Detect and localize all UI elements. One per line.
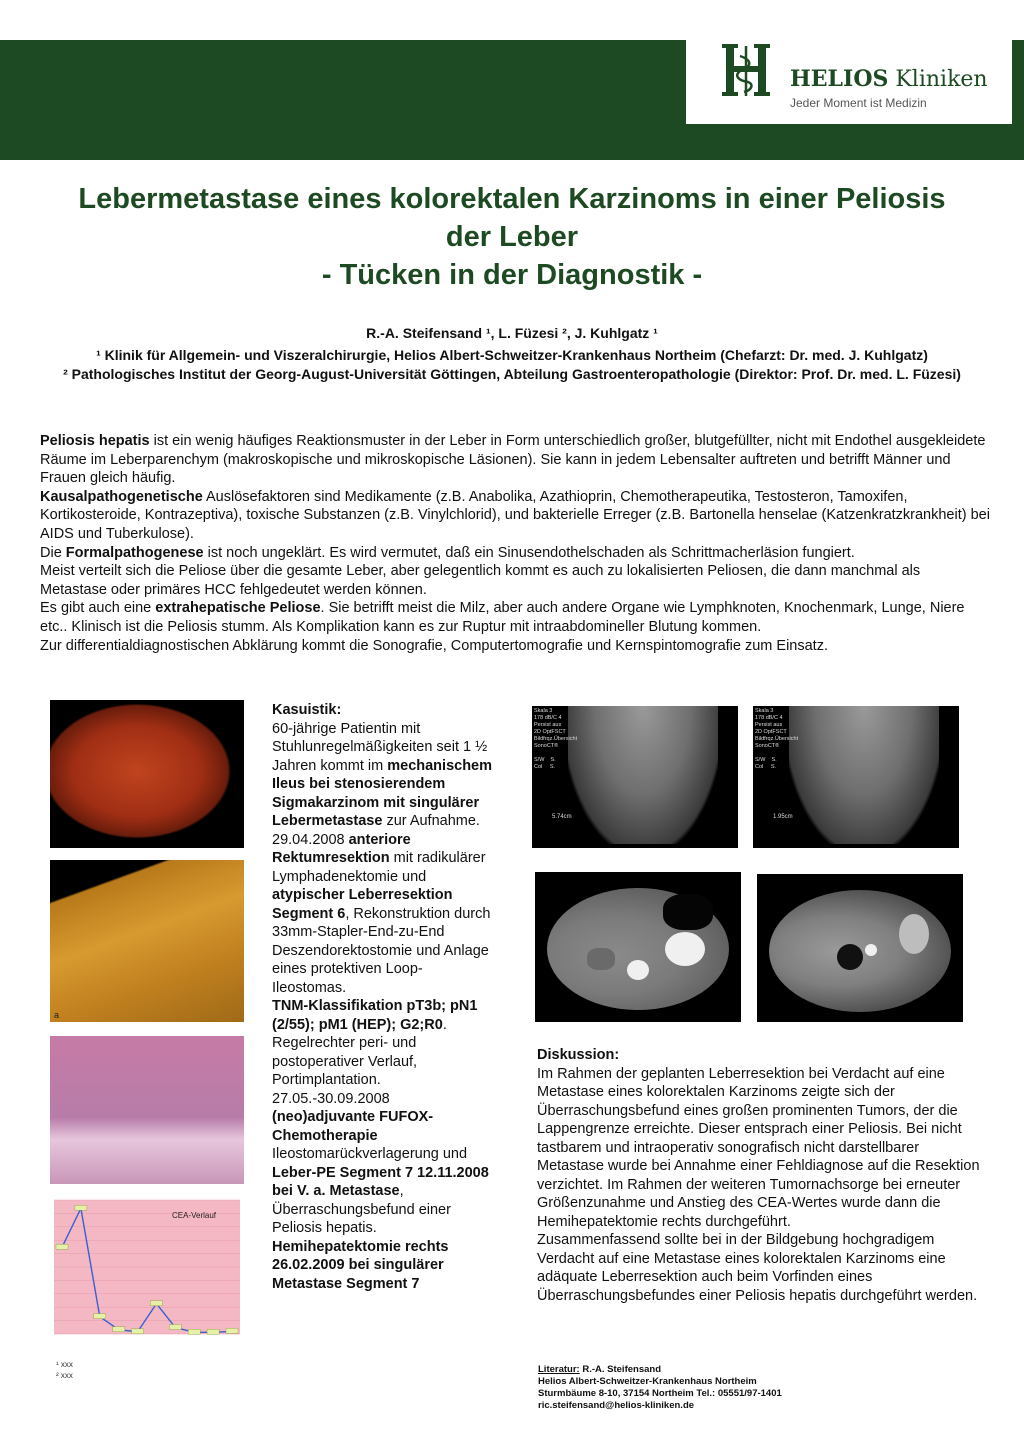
mri-aorta <box>865 944 877 956</box>
ultrasound-fan <box>568 706 718 844</box>
literatur-email: ric.steifensand@helios-kliniken.de <box>538 1400 695 1411</box>
chart-data-point <box>113 1327 125 1332</box>
ultrasound-image-2 <box>753 706 959 848</box>
title-line-2: der Leber <box>445 221 579 253</box>
intro-text <box>40 432 990 655</box>
diskussion-text <box>537 1046 982 1305</box>
kasuistik-text <box>272 701 492 1293</box>
ct-contrast-stomach <box>665 932 705 966</box>
diskussion-heading: Diskussion: <box>537 1047 620 1063</box>
ultrasound-fan <box>789 706 939 844</box>
ultrasound-measurement: 5.74cm <box>552 814 572 820</box>
liver-specimen-photo <box>50 700 244 848</box>
mri-spleen <box>899 914 929 954</box>
chart-data-point <box>207 1329 219 1334</box>
chart-data-point <box>188 1329 200 1334</box>
ct-liver-lesion <box>587 948 615 970</box>
ct-vertebra <box>627 960 649 980</box>
kasuistik-paragraph-2: 29.04.2008 anteriore Rektumresektion mit radikulärer Lymphadenektomie und atypischer Leberresektion Segment 6, Rekonstruktion durch 33mm-Stapler-End-zu-End Deszendorektostomie und Anlage eines protektiven Loop-Ileostomas. <box>272 831 491 996</box>
literatur-line-3: Sturmbäume 8-10, 37154 Northeim Tel.: 05551/97-1401 <box>538 1388 782 1399</box>
helios-logo-icon <box>722 42 782 98</box>
ct-stomach-air <box>663 894 713 930</box>
chart-title: CEA-Verlauf <box>172 1211 217 1220</box>
literatur-line-1: Literatur: R.-A. Steifensand <box>538 1364 661 1375</box>
title-line-3: - Tücken in der Diagnostik - <box>321 259 703 291</box>
gross-section-photo <box>50 860 244 1022</box>
kasuistik-paragraph-5: Hemihepatektomie rechts 26.02.2009 bei singulärer Metastase Segment 7 <box>272 1238 449 1292</box>
affiliation-2: ² Pathologisches Institut der Georg-August-Universität Göttingen, Abteilung Gastroenteropathologie (Direktor: Prof. Dr. med. L. Füzesi) <box>63 366 961 382</box>
chart-data-point <box>56 1244 68 1249</box>
affiliation-1: ¹ Klinik für Allgemein- und Viszeralchirurgie, Helios Albert-Schweitzer-Krankenhaus Northeim (Chefarzt: Dr. med. J. Kuhlgatz) <box>96 347 928 363</box>
intro-paragraph-5: Es gibt auch eine extrahepatische Peliose. Sie betrifft meist die Milz, aber auch andere Organe wie Lymphknoten, Knochenmark, Lunge, Niere etc.. Klinisch ist die Peliosis stumm. Als Komplikation kann es zur Ruptur mit intraabdomineller Blutung kommen. <box>40 600 965 635</box>
logo-name: HELIOS Kliniken <box>790 66 988 92</box>
intro-paragraph-4: Meist verteilt sich die Peliose über die gesamte Leber, aber gelegentlich kommt es auch zu lokalisierten Peliosen, die dann manchmal als Metastase oder primäres HCC fehlgedeutet werden können. <box>40 563 921 598</box>
ultrasound-image-1 <box>532 706 738 848</box>
chart-data-point <box>226 1328 238 1333</box>
footnote-1: ¹ xxx <box>56 1360 73 1369</box>
footnote-2: ² xxx <box>56 1371 73 1380</box>
intro-paragraph-3: Die Formalpathogenese ist noch ungeklärt. Es wird vermutet, daß ein Sinusendothelschaden als Schrittmacherläsion fungiert. <box>40 544 855 561</box>
chart-data-point <box>94 1314 106 1319</box>
literatur-contact <box>538 1364 978 1412</box>
histology-photo <box>50 1036 244 1184</box>
ultrasound-overlay-text: Skala 3 178 dB/C 4 Persist aus 2D OptFSCT Bildfrqz.Übersicht SonoCT® S/W S. Col S. <box>534 708 578 770</box>
chart-data-point <box>169 1325 181 1330</box>
ultrasound-overlay-text: Skala 3 178 dB/C 4 Persist aus 2D OptFSCT Bildfrqz.Übersicht SonoCT® S/W S. Col S. <box>755 708 799 770</box>
logo-tagline: Jeder Moment ist Medizin <box>790 96 927 110</box>
cea-chart <box>50 1196 244 1342</box>
intro-paragraph-2: Kausalpathogenetische Auslösefaktoren sind Medikamente (z.B. Anabolika, Azathioprin, Chemotherapeutika, Testosteron, Tamoxifen, Kortikosteroide, Kontrazeptiva), toxische Substanzen (z.B. Vinylchlorid), und bakterielle Erreger (z.B. Bartonella henselae (Katzenkratzkrankheit) bei AIDS und Tuberkulose). <box>40 488 990 542</box>
kasuistik-paragraph-4: 27.05.-30.09.2008 (neo)adjuvante FUFOX-Chemotherapie Ileostomarückverlagerung und Leber-PE Segment 7 12.11.2008 bei V. a. Metastase, Überraschungsbefund einer Peliosis hepatis. <box>272 1090 489 1236</box>
title-line-1: Lebermetastase eines kolorektalen Karzinoms in einer Peliosis <box>78 183 946 215</box>
literatur-line-2: Helios Albert-Schweitzer-Krankenhaus Northeim <box>538 1376 757 1387</box>
chart-data-point <box>75 1205 87 1210</box>
gross-section-label: a <box>54 1010 60 1020</box>
chart-data-point <box>150 1301 162 1306</box>
diskussion-paragraph-1: Im Rahmen der geplanten Leberresektion bei Verdacht auf eine Metastase eines kolorektalen Karzinoms zeigte sich der Überraschungsbefund eines großen prominenten Tumors, der die Lappengrenze erreichte. Dieser entsprach einer Peliosis. Bei nicht tastbarem und intraoperativ sonografisch nicht darstellbarer Metastase wurde bei Annahme einer Fehldiagnose auf die Resektion verzichtet. Im Rahmen der weiteren Tumornachsorge bei erneuter Größenzunahme und Anstieg des CEA-Wertes wurde dann die Hemihepatektomie rechts durchgeführt. <box>537 1065 980 1230</box>
ultrasound-measurement: 1.95cm <box>773 814 793 820</box>
kasuistik-paragraph-1: 60-jährige Patientin mit Stuhlunregelmäßigkeiten seit 1 ½ Jahren kommt im mechanischem Ileus bei stenosierendem Sigmakarzinom mit singulärer Lebermetastase zur Aufnahme. <box>272 720 493 829</box>
intro-paragraph-1: Peliosis hepatis ist ein wenig häufiges Reaktionsmuster in der Leber in Form unterschiedlich großer, blutgefüllter, nicht mit Endothel ausgekleidete Räume im Leberparenchym (makroskopische und mikroskopische Läsionen). Sie kann in jedem Lebensalter auftreten und betrifft Männer und Frauen gleich häufig. <box>40 433 986 487</box>
kasuistik-paragraph-3: TNM-Klassifikation pT3b; pN1 (2/55); pM1 (HEP); G2;R0. Regelrechter peri- und postoperativer Verlauf, Portimplantation. <box>272 998 478 1088</box>
page-title <box>30 180 994 294</box>
kasuistik-heading: Kasuistik: <box>272 702 342 718</box>
authors: R.-A. Steifensand ¹, L. Füzesi ², J. Kuhlgatz ¹ <box>366 325 658 341</box>
intro-paragraph-6: Zur differentialdiagnostischen Abklärung kommt die Sonografie, Computertomografie und Kernspintomografie zum Einsatz. <box>40 637 828 654</box>
diskussion-paragraph-2: Zusammenfassend sollte bei in der Bildgebung hochgradigem Verdacht auf eine Metastase eines kolorektalen Karzinoms eine adäquate Leberresektion auch beim Vorfinden eines Überraschungsbefundes einer Peliosis hepatis durchgeführt werden. <box>537 1232 978 1304</box>
mri-vertebra <box>837 944 863 970</box>
chart-data-point <box>132 1329 144 1334</box>
ct-scan-image <box>535 872 741 1022</box>
mri-scan-image <box>757 874 963 1022</box>
